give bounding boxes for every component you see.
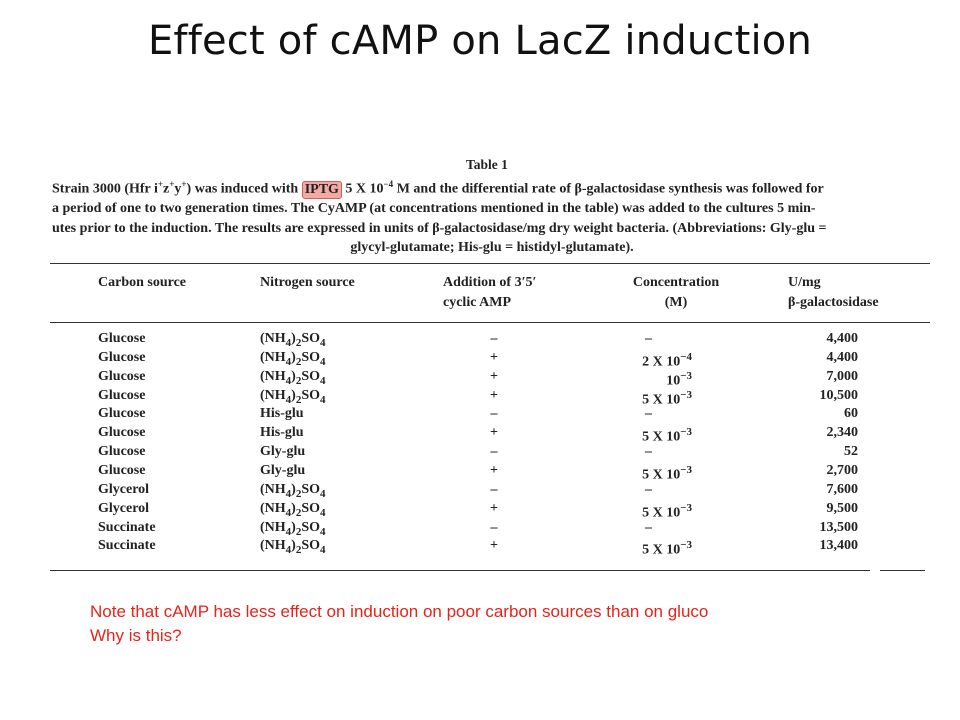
cell-units: 13,500 <box>819 519 858 535</box>
caption-line-2: a period of one to two generation times. The CyAMP (at concentrations mentioned in the table) was added to the cultures 5 min- <box>52 201 816 217</box>
concentration-exponent: −3 <box>680 426 692 439</box>
nitrogen-text: His-glu <box>260 425 304 441</box>
cell-cyclic-amp: + <box>490 349 498 365</box>
iptg-highlight: IPTG <box>302 181 342 199</box>
concentration-coefficient: 5 X 10 <box>642 505 681 521</box>
note-line-1: Note that cAMP has less effect on induction on poor carbon sources than on gluco <box>90 602 709 621</box>
cell-concentration <box>600 518 692 537</box>
nitrogen-text: $(NH_4)_2SO_4$ <box>260 331 326 349</box>
cell-units: 4,400 <box>826 349 858 365</box>
cell-cyclic-amp: – <box>490 406 498 422</box>
concentration-dash: – <box>645 406 652 422</box>
header-concentration: Concentration (M) <box>632 275 720 310</box>
table-caption <box>52 175 932 258</box>
cell-carbon-source: Succinate <box>98 519 156 535</box>
cell-cyclic-amp: + <box>490 462 498 478</box>
cell-carbon-source: Glycerol <box>98 481 150 497</box>
table-bottom-rule-tail <box>880 570 925 571</box>
concentration-exponent: −3 <box>680 463 692 476</box>
cell-cyclic-amp: + <box>490 538 498 554</box>
concentration-dash: – <box>645 444 652 460</box>
cell-carbon-source: Glucose <box>98 349 146 365</box>
cell-nitrogen-source <box>260 536 326 560</box>
table-top-rule <box>50 263 930 264</box>
cell-carbon-source: Glucose <box>98 444 146 460</box>
cell-units: 60 <box>844 406 858 422</box>
nitrogen-text: His-glu <box>260 406 304 422</box>
cell-cyclic-amp: – <box>490 481 498 497</box>
cell-units: 2,340 <box>826 425 858 441</box>
cell-concentration <box>600 404 692 423</box>
cell-concentration <box>600 480 692 499</box>
nitrogen-text: $(NH_4)_2SO_4$ <box>260 500 326 519</box>
concentration-dash: – <box>645 331 652 346</box>
table-bottom-rule <box>50 570 870 571</box>
caption-line-3: utes prior to the induction. The results are expressed in units of β-galactosidase/mg dry weight bacteria. (Abbreviations: Gly-glu = <box>52 220 827 236</box>
nitrogen-text: $(NH_4)_2SO_4$ <box>260 387 326 406</box>
cell-carbon-source: Glucose <box>98 387 146 403</box>
slide-title: Effect of cAMP on LacZ induction <box>147 18 813 64</box>
cell-units: 52 <box>844 444 858 460</box>
concentration-exponent: −4 <box>680 350 692 363</box>
cell-carbon-source: Succinate <box>98 538 156 554</box>
table-header-rule <box>50 322 930 323</box>
concentration-coefficient: 10 <box>666 373 681 389</box>
nitrogen-text: $(NH_4)_2SO_4$ <box>260 538 326 557</box>
concentration-coefficient: 2 X 10 <box>642 354 681 370</box>
table-label: Table 1 <box>466 157 508 172</box>
cell-units: 9,500 <box>826 500 858 516</box>
cell-cyclic-amp: + <box>490 500 498 516</box>
cell-carbon-source: Glucose <box>98 406 146 422</box>
cell-concentration <box>600 536 692 560</box>
cell-concentration <box>600 329 692 348</box>
cell-nitrogen-source <box>260 423 304 442</box>
cell-units: 2,700 <box>826 462 858 478</box>
concentration-exponent: −3 <box>680 388 692 401</box>
nitrogen-text: Gly-glu <box>260 462 306 478</box>
cell-nitrogen-source <box>260 461 305 480</box>
cell-concentration <box>600 442 692 461</box>
header-nitrogen-source: Nitrogen source <box>260 275 355 290</box>
concentration-coefficient: 5 X 10 <box>642 543 681 558</box>
cell-nitrogen-source <box>260 404 304 423</box>
concentration-coefficient: 5 X 10 <box>642 467 681 483</box>
cell-carbon-source: Glycerol <box>98 500 150 516</box>
cell-units: 13,400 <box>819 538 858 554</box>
cell-carbon-source: Glucose <box>98 462 146 478</box>
caption-line-4: glycyl-glutamate; His-glu = histidyl-glutamate). <box>350 240 634 256</box>
cell-carbon-source: Glucose <box>98 331 146 346</box>
note-text <box>90 600 708 648</box>
cell-cyclic-amp: + <box>490 387 498 403</box>
concentration-dash: – <box>645 481 652 497</box>
cell-cyclic-amp: – <box>490 331 498 346</box>
concentration-exponent: −3 <box>680 539 692 552</box>
nitrogen-text: $(NH_4)_2SO_4$ <box>260 349 326 368</box>
cell-carbon-source: Glucose <box>98 425 146 441</box>
nitrogen-text: $(NH_4)_2SO_4$ <box>260 368 326 387</box>
nitrogen-text: $(NH_4)_2SO_4$ <box>260 519 326 538</box>
concentration-dash: – <box>645 519 652 535</box>
nitrogen-text: Gly-glu <box>260 444 306 460</box>
cell-nitrogen-source <box>260 442 305 461</box>
header-cyclic-amp: Addition of 3′5′ cyclic AMP <box>443 275 537 310</box>
caption-line-1: Strain 3000 (Hfr i+z+y+) was induced with IPTG 5 X $10^{-4}$ M and the differential rate of β-galactosidase synthesis was followed for <box>52 179 824 197</box>
concentration-exponent: −3 <box>680 369 692 382</box>
cell-carbon-source: Glucose <box>98 368 146 384</box>
cell-cyclic-amp: + <box>490 368 498 384</box>
cell-cyclic-amp: + <box>490 425 498 441</box>
nitrogen-text: $(NH_4)_2SO_4$ <box>260 481 326 500</box>
header-carbon-source: Carbon source <box>98 275 187 290</box>
cell-units: 7,600 <box>826 481 858 497</box>
header-units: U/mg β-galactosidase <box>788 275 879 310</box>
concentration-coefficient: 5 X 10 <box>642 392 681 408</box>
cell-units: 7,000 <box>826 368 858 384</box>
cell-cyclic-amp: – <box>490 444 498 460</box>
concentration-exponent: −3 <box>680 501 692 514</box>
note-line-2: Why is this? <box>90 626 182 645</box>
concentration-coefficient: 5 X 10 <box>642 429 681 445</box>
cell-cyclic-amp: – <box>490 519 498 535</box>
cell-units: 10,500 <box>819 387 858 403</box>
cell-units: 4,400 <box>826 331 858 346</box>
